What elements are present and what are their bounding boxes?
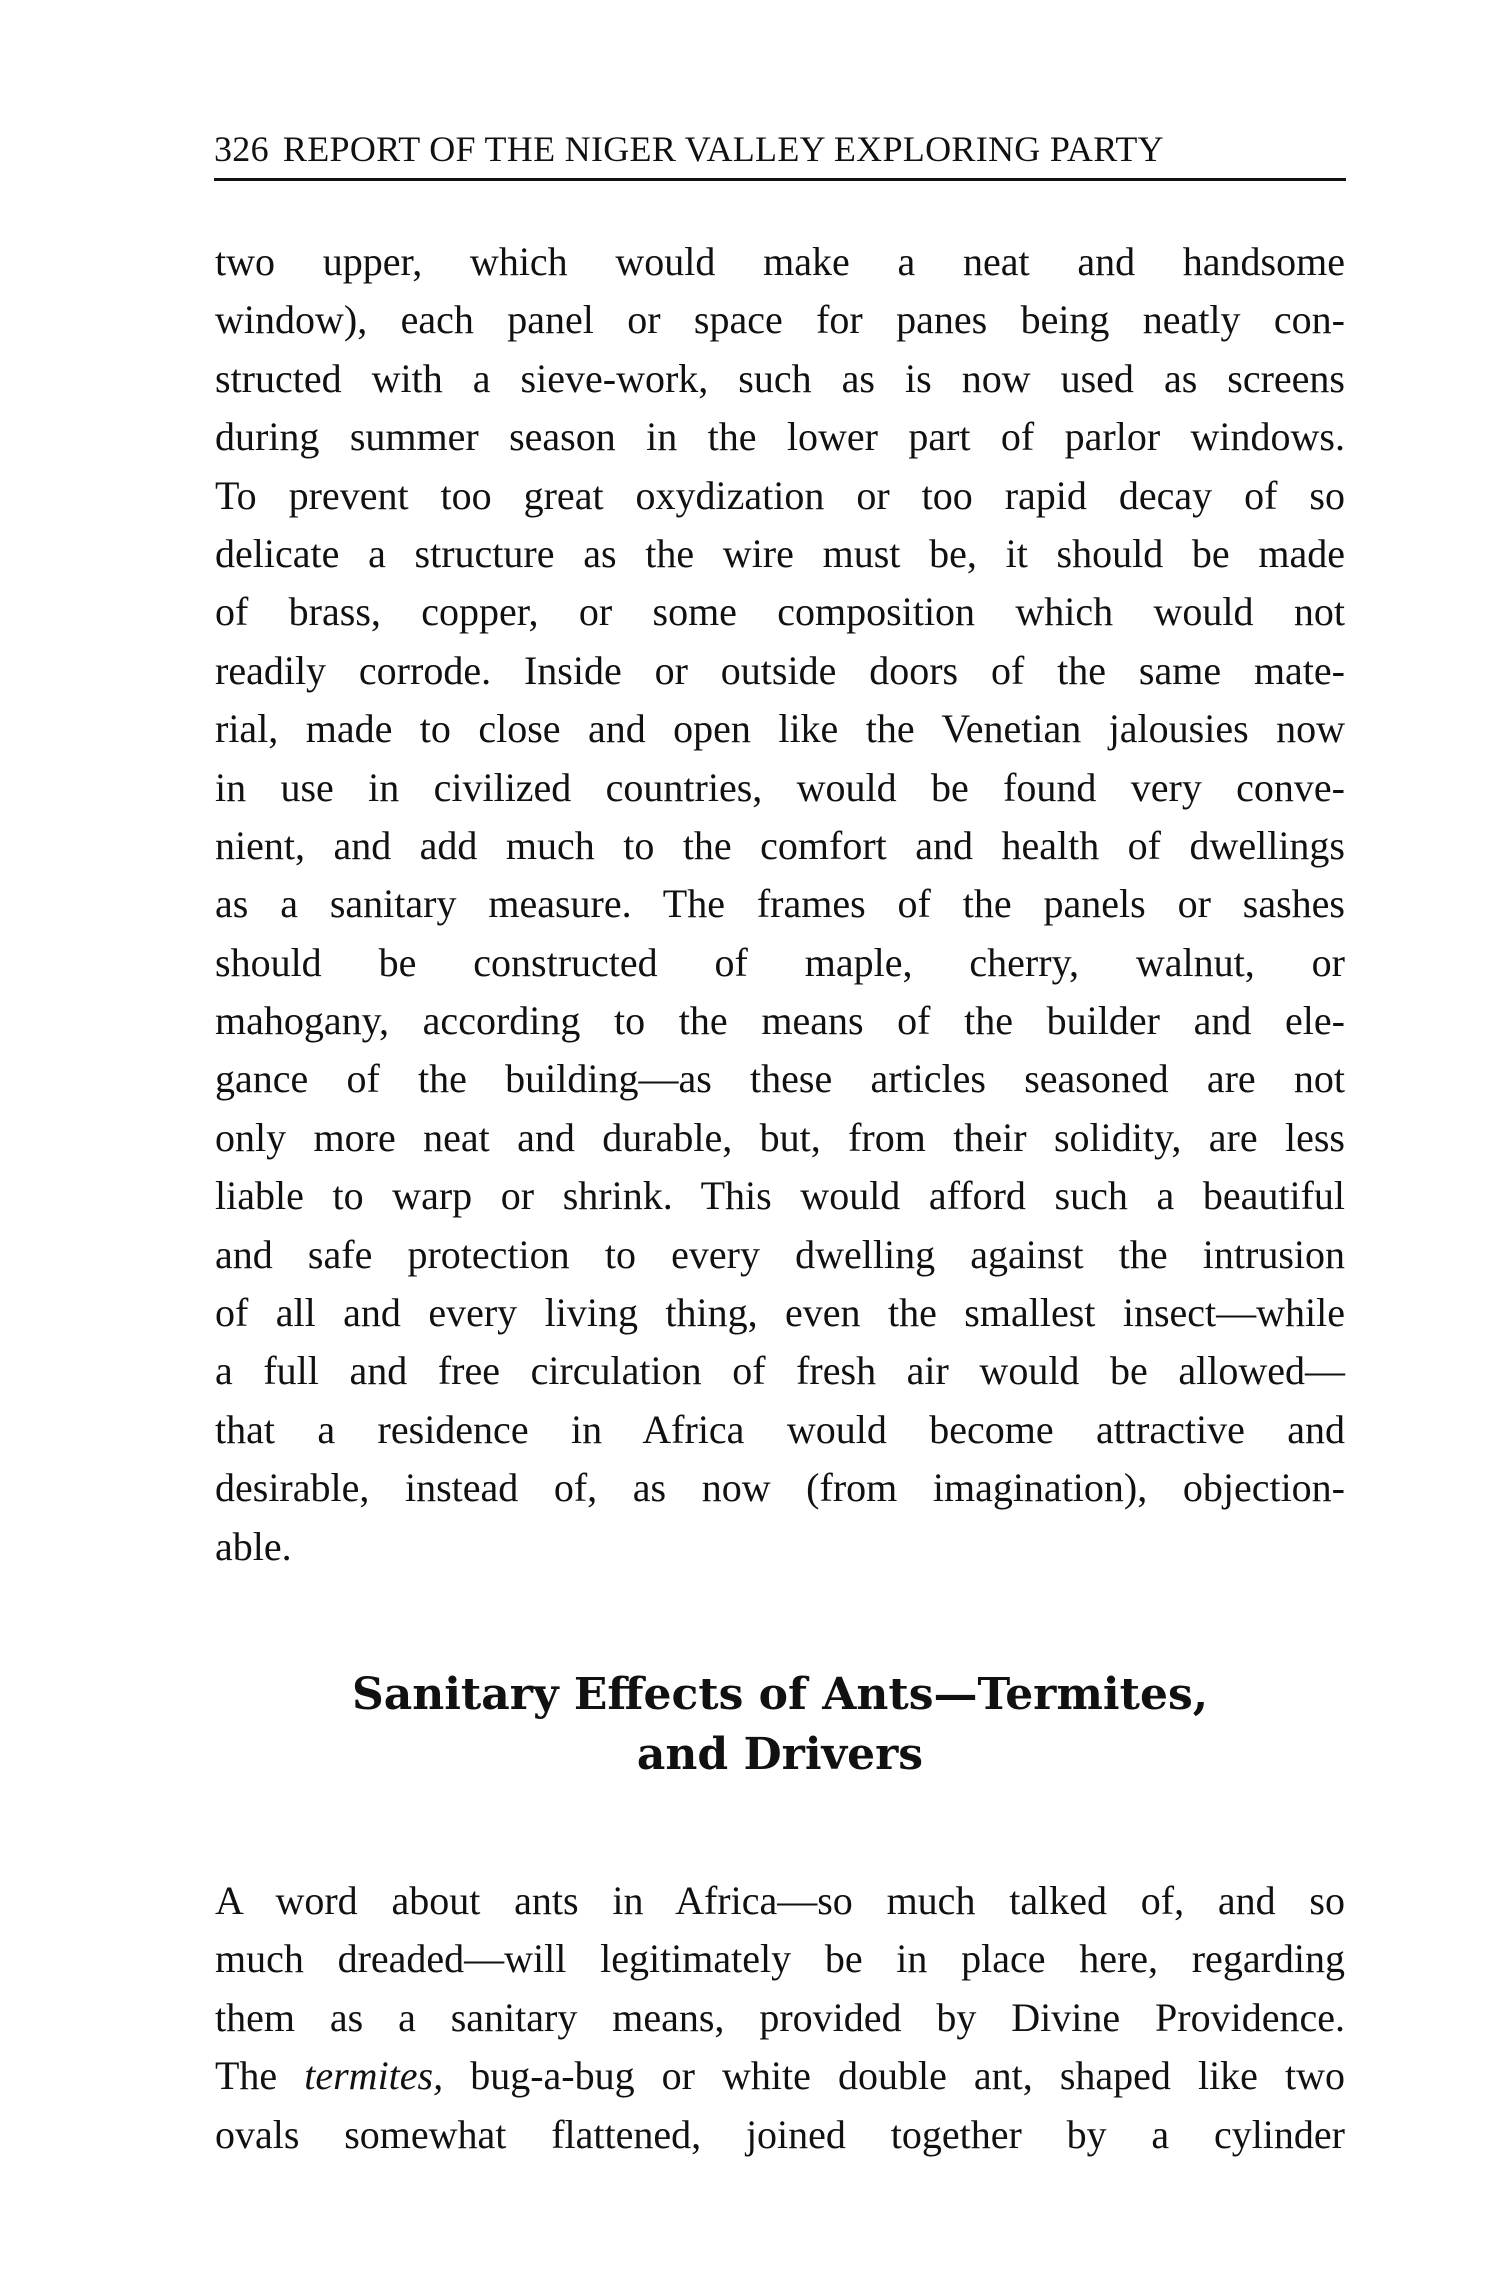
text-line: rial, made to close and open like the Venetian jalousies now — [215, 706, 1345, 752]
text-line: of brass, copper, or some composition which would not — [215, 589, 1345, 635]
running-head — [214, 128, 1346, 181]
text-line: of all and every living thing, even the smallest insect—while — [215, 1290, 1345, 1336]
text-line: during summer season in the lower part of parlor windows. — [215, 414, 1345, 460]
text-line: should be constructed of maple, cherry, walnut, or — [215, 939, 1345, 985]
text-line: A word about ants in Africa—so much talked of, and so — [215, 1878, 1345, 1923]
body-paragraph-2 — [215, 1872, 1345, 2164]
text-line: only more neat and durable, but, from their solidity, are less — [215, 1114, 1345, 1160]
text-line: as a sanitary measure. The frames of the panels or sashes — [215, 881, 1345, 927]
italic-term: termites, — [304, 2053, 444, 2099]
text-line: in use in civilized countries, would be found very conve- — [215, 764, 1345, 810]
text-line: able. — [215, 1523, 292, 1569]
section-heading-line-2: and Drivers — [636, 1729, 924, 1780]
text-line: that a residence in Africa would become attractive and — [215, 1406, 1345, 1452]
text-line: and safe protection to every dwelling against the intrusion — [215, 1231, 1345, 1277]
text-line-with-italic — [215, 2047, 1345, 2105]
text-line: readily corrode. Inside or outside doors of the same mate- — [215, 647, 1345, 693]
section-heading-line-1: Sanitary Effects of Ants—Termites, — [351, 1669, 1209, 1720]
text-line: desirable, instead of, as now (from imagination), objection- — [215, 1465, 1345, 1511]
text-run: The — [215, 2053, 305, 2099]
text-line: To prevent too great oxydization or too rapid decay of so — [215, 472, 1345, 518]
text-line: gance of the building—as these articles seasoned are not — [215, 1056, 1345, 1102]
page-number: 326 — [214, 129, 269, 169]
text-run: bug-a-bug or white double ant, shaped like two — [443, 2053, 1345, 2099]
text-line: structed with a sieve-work, such as is now used as screens — [215, 355, 1345, 401]
text-line: delicate a structure as the wire must be, it should be made — [215, 530, 1345, 576]
text-line: window), each panel or space for panes being neatly con- — [215, 297, 1345, 343]
text-line: mahogany, according to the means of the builder and ele- — [215, 998, 1345, 1044]
running-title: REPORT OF THE NIGER VALLEY EXPLORING PARTY — [282, 129, 1164, 169]
text-line: much dreaded—will legitimately be in place here, regarding — [215, 1936, 1345, 1982]
text-line: them as a sanitary means, provided by Divine Providence. — [215, 1994, 1345, 2040]
text-line: two upper, which would make a neat and handsome — [215, 239, 1345, 284]
body-paragraph-1 — [215, 233, 1345, 1576]
text-line: liable to warp or shrink. This would afford such a beautiful — [215, 1173, 1345, 1219]
section-heading — [215, 1665, 1345, 1785]
text-line: ovals somewhat flattened, joined together by a cylinder — [215, 2111, 1345, 2157]
text-line: nient, and add much to the comfort and health of dwellings — [215, 822, 1345, 868]
text-line: a full and free circulation of fresh air would be allowed— — [215, 1348, 1345, 1394]
